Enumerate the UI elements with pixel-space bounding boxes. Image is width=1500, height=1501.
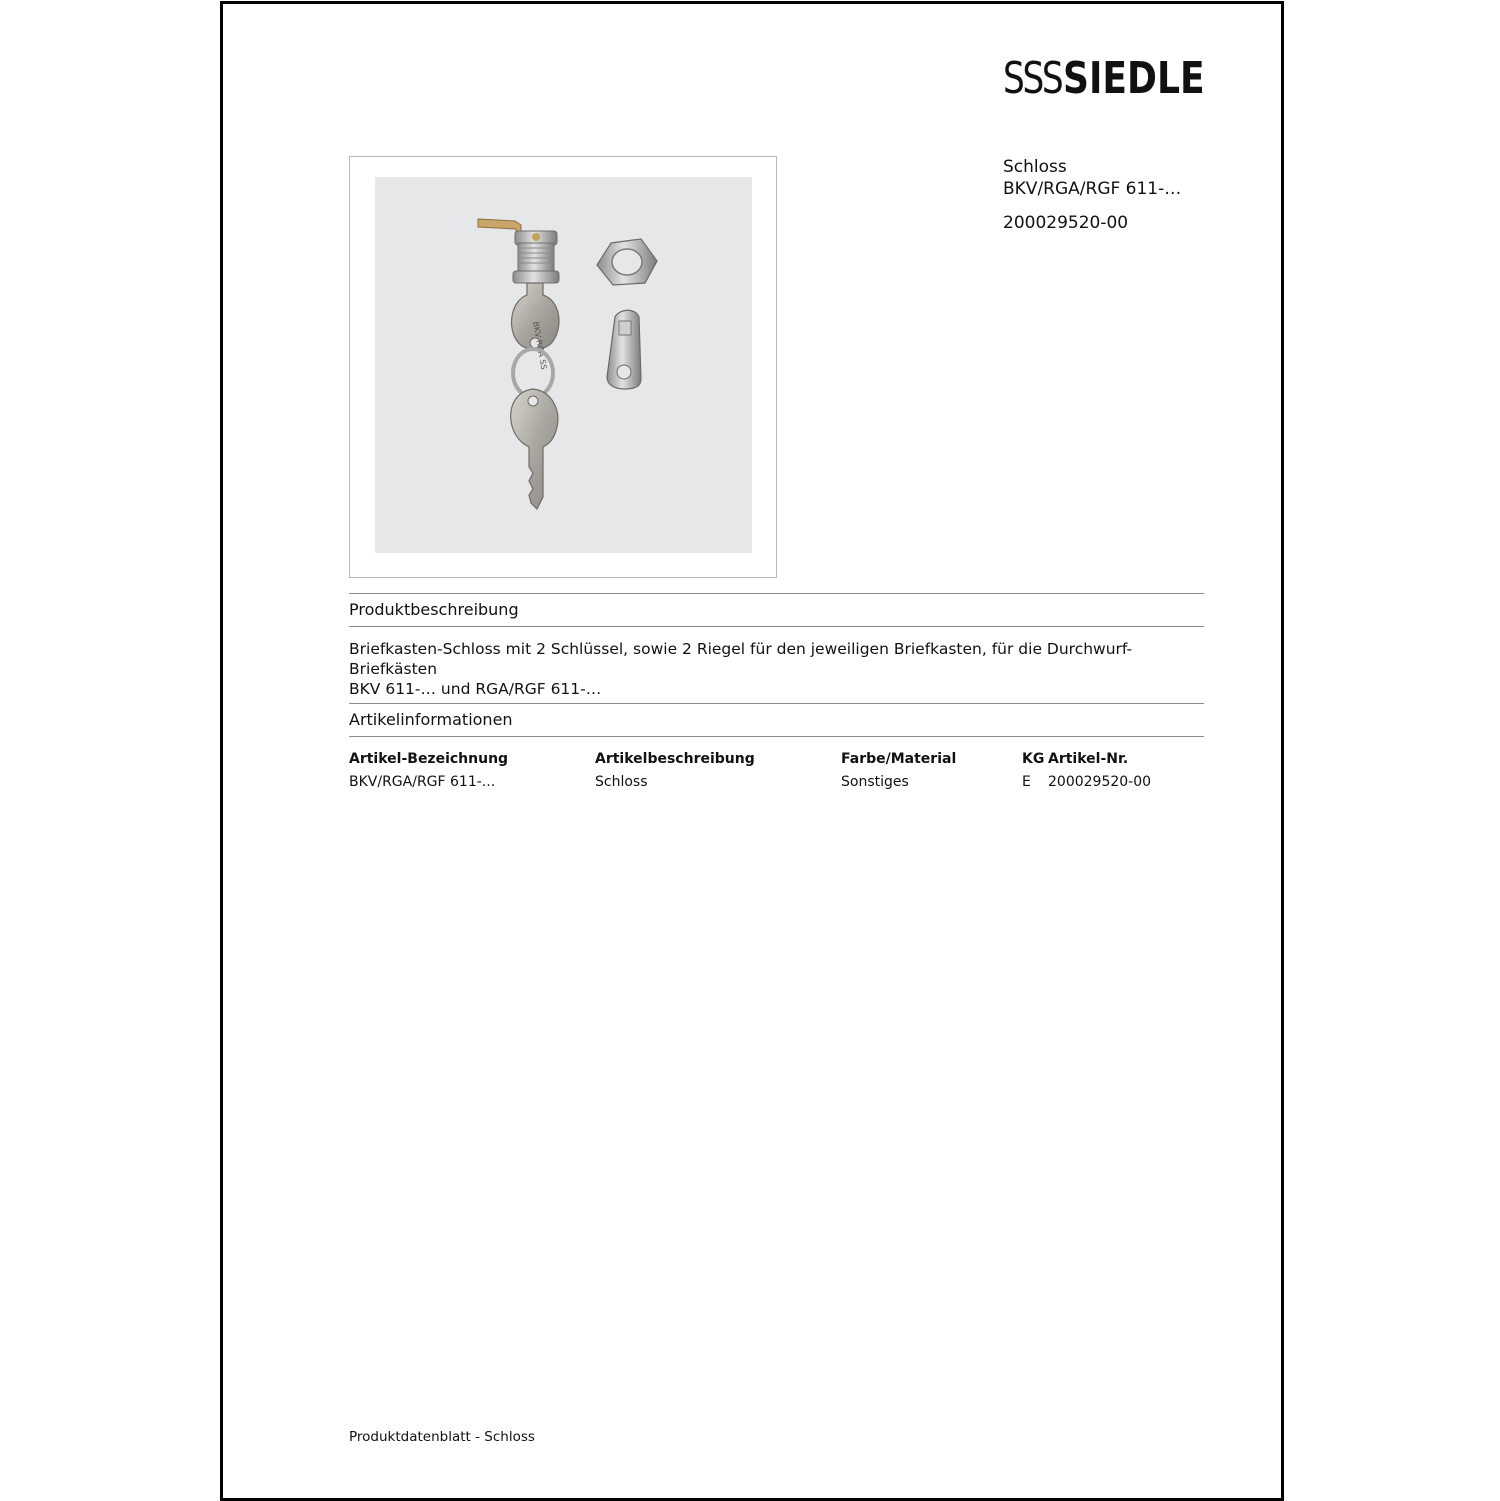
product-name: Schloss	[1003, 157, 1067, 177]
page-footer: Produktdatenblatt - Schloss	[349, 1429, 535, 1445]
product-description	[349, 639, 1209, 699]
article-section-title: Artikelinformationen	[349, 710, 513, 729]
divider	[349, 703, 1204, 704]
product-model: BKV/RGA/RGF 611-…	[1003, 179, 1182, 199]
header-article-no: Artikel-Nr.	[1048, 751, 1129, 767]
cell-color-material: Sonstiges	[841, 774, 909, 790]
header-designation: Artikel-Bezeichnung	[349, 751, 509, 767]
description-section-title: Produktbeschreibung	[349, 600, 519, 619]
logo-word: SIEDLE	[1063, 52, 1205, 104]
divider	[349, 626, 1204, 627]
description-line-2: BKV 611-… und RGA/RGF 611-…	[349, 680, 602, 698]
header-description: Artikelbeschreibung	[595, 751, 755, 767]
siedle-logo	[1003, 54, 1236, 102]
lock-and-keys-illustration	[375, 177, 752, 553]
article-table	[349, 751, 1209, 797]
cell-description: Schloss	[595, 774, 648, 790]
table-row	[349, 774, 1209, 797]
cell-article-no: 200029520-00	[1048, 774, 1152, 790]
lock-collar	[513, 271, 559, 283]
divider	[349, 593, 1204, 594]
description-line-1: Briefkasten-Schloss mit 2 Schlüssel, sowie 2 Riegel für den jeweiligen Briefkasten, für die Durchwurf-Briefkästen	[349, 640, 1133, 678]
datasheet-page	[220, 1, 1284, 1501]
product-header-info	[1003, 156, 1181, 234]
logo-mark: SSS	[1003, 52, 1062, 104]
product-number: 200029520-00	[1003, 213, 1129, 233]
divider	[349, 736, 1204, 737]
cell-designation: BKV/RGA/RGF 611-...	[349, 774, 496, 790]
product-image-frame	[349, 156, 777, 578]
cell-kg: E	[1022, 774, 1031, 790]
table-header-row	[349, 751, 1209, 774]
header-kg: KG	[1022, 751, 1045, 767]
lower-key	[511, 389, 558, 509]
header-color-material: Farbe/Material	[841, 751, 957, 767]
lock-cylinder-thread	[518, 243, 554, 271]
product-photo	[375, 177, 752, 553]
key-inscription: BKV RGA SS	[531, 320, 549, 371]
